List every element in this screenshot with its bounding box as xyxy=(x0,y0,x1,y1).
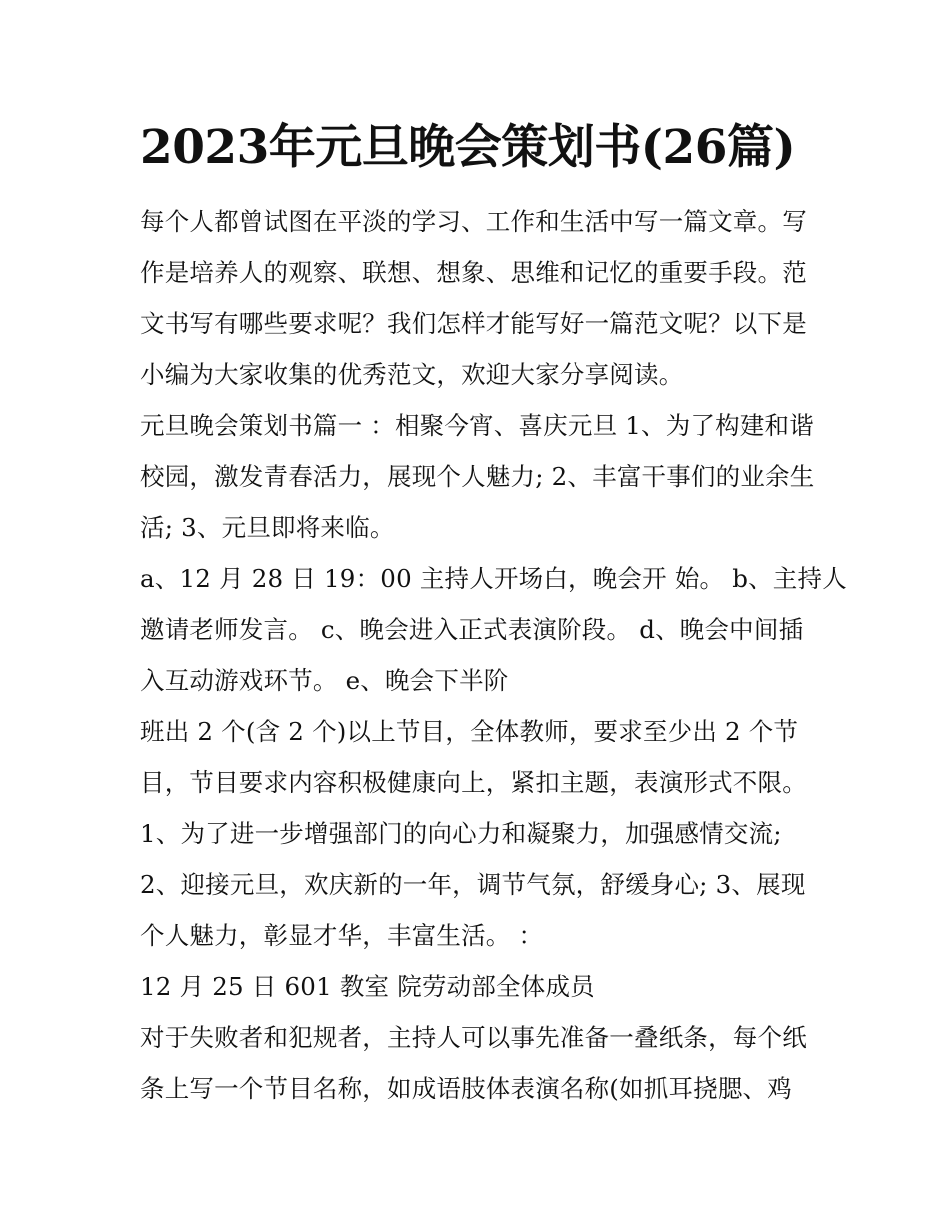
paragraph-line: 活; 3、元旦即将来临。 xyxy=(140,513,395,542)
paragraph-line: 1、为了进一步增强部门的向心力和凝聚力，加强感情交流; xyxy=(140,819,782,848)
paragraph-line: 2、迎接元旦，欢庆新的一年，调节气氛，舒缓身心; 3、展现 xyxy=(140,870,806,899)
paragraph-line: 校园，激发青春活力，展现个人魅力; 2、丰富干事们的业余生 xyxy=(140,462,815,491)
paragraph-line: 邀请老师发言。 c、晚会进入正式表演阶段。 d、晚会中间插 xyxy=(140,615,804,644)
paragraph-line: 小编为大家收集的优秀范文，欢迎大家分享阅读。 xyxy=(140,360,684,389)
paragraph-line: 条上写一个节目名称，如成语肢体表演名称(如抓耳挠腮、鸡 xyxy=(140,1074,792,1103)
paragraph-line: 元旦晚会策划书篇一 ：相聚今宵、喜庆元旦 1、为了构建和谐 xyxy=(140,411,814,440)
paragraph-line: 文书写有哪些要求呢？我们怎样才能写好一篇范文呢？以下是 xyxy=(140,309,807,338)
paragraph-line: 个人魅力，彰显才华，丰富生活。 ： xyxy=(140,921,544,950)
paragraph-line: 作是培养人的观察、联想、想象、思维和记忆的重要手段。范 xyxy=(140,258,807,287)
paragraph-line: 目，节目要求内容积极健康向上，紧扣主题，表演形式不限。 xyxy=(140,768,807,797)
document-title: 2023年元旦晚会策划书(26篇) xyxy=(140,120,796,175)
paragraph-line: 12 月 25 日 601 教室 院劳动部全体成员 xyxy=(140,972,595,1001)
paragraph-line: 入互动游戏环节。 e、晚会下半阶 xyxy=(140,666,509,695)
paragraph-line: a、12 月 28 日 19：00 主持人开场白，晚会开 始。 b、主持人 xyxy=(140,564,847,593)
paragraph-line: 每个人都曾试图在平淡的学习、工作和生活中写一篇文章。写 xyxy=(140,207,807,236)
paragraph-line: 班出 2 个(含 2 个)以上节目，全体教师，要求至少出 2 个节 xyxy=(140,717,799,746)
paragraph-line: 对于失败者和犯规者，主持人可以事先准备一叠纸条，每个纸 xyxy=(140,1023,807,1052)
